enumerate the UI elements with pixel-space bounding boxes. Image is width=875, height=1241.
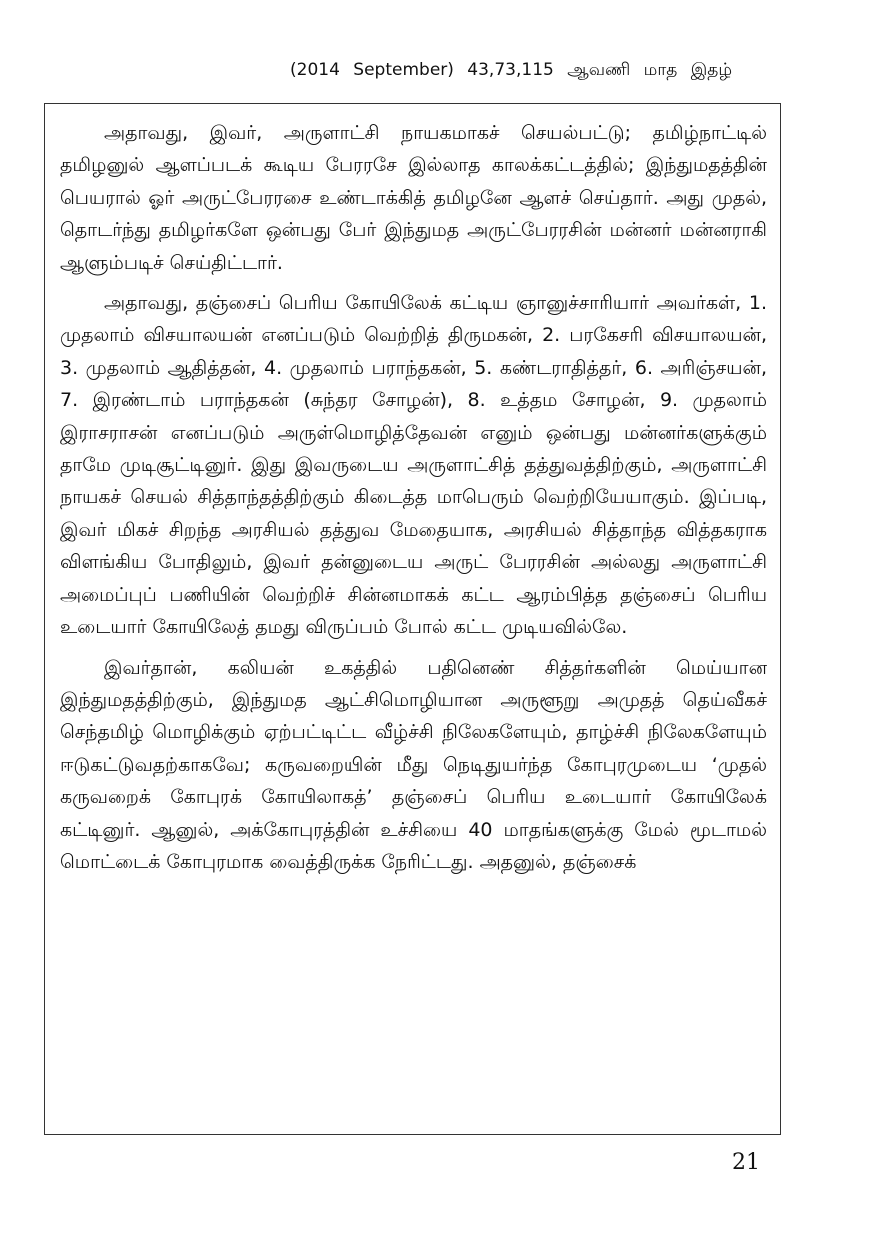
page-number: 21 <box>732 1150 760 1175</box>
body-text <box>60 117 767 886</box>
paragraph-2: அதாவது, தஞ்சைப் பெரிய கோயிலேக் கட்டிய ஞானுச்சாரியார் அவர்கள், 1. முதலாம் விசயாலயன் எனப்படும் வெற்றித் திருமகன், 2. பரகேசரி விசயாலயன், 3. முதலாம் ஆதித்தன், 4. முதலாம் பராந்தகன், 5. கண்டராதித்தர், 6. அரிஞ்சயன், 7. இரண்டாம் பராந்தகன் (சுந்தர சோழன்), 8. உத்தம சோழன், 9. முதலாம் இராசராசன் எனப்படும் அருள்மொழித்தேவன் எனும் ஒன்பது மன்னர்களுக்கும் தாமே முடிசூட்டினுர். இது இவருடைய அருளாட்சித் தத்துவத்திற்கும், அருளாட்சி நாயகச் செயல் சித்தாந்தத்திற்கும் கிடைத்த மாபெரும் வெற்றியேயாகும். இப்படி, இவர் மிகச் சிறந்த அரசியல் தத்துவ மேதையாக, அரசியல் சித்தாந்த வித்தகராக விளங்கிய போதிலும், இவர் தன்னுடைய அருட் பேரரசின் அல்லது அருளாட்சி அமைப்புப் பணியின் வெற்றிச் சின்னமாகக் கட்ட ஆரம்பித்த தஞ்சைப் பெரிய உடையார் கோயிலேத் தமது விருப்பம் போல் கட்ட முடியவில்லே. <box>60 292 767 639</box>
running-header: (2014 September) 43,73,115 ஆவணி மாத இதழ் <box>290 60 733 80</box>
paragraph-3: இவர்தான், கலியன் உகத்தில் பதினெண் சித்தர்களின் மெய்யான இந்துமதத்திற்கும், இந்துமத ஆட்சிமொழியான அருளூறு அமுதத் தெய்வீகச் செந்தமிழ் மொழிக்கும் ஏற்பட்டிட்ட வீழ்ச்சி நிலேகளேயும், தாழ்ச்சி நிலேகளேயும் ஈடுகட்டுவதற்காகவே; கருவறையின் மீது நெடிதுயர்ந்த கோபுரமுடைய ‘முதல் கருவறைக் கோபுரக் கோயிலாகத்’ தஞ்சைப் பெரிய உடையார் கோயிலேக் கட்டினுர். ஆனுல், அக்கோபுரத்தின் உச்சியை 40 மாதங்களுக்கு மேல் மூடாமல் மொட்டைக் கோபுரமாக வைத்திருக்க நேரிட்டது. அதனுல், தஞ்சைக் <box>60 656 767 873</box>
paragraph-1: அதாவது, இவர், அருளாட்சி நாயகமாகச் செயல்பட்டு; தமிழ்நாட்டில் தமிழனுல் ஆளப்படக் கூடிய பேரரசே இல்லாத காலக்கட்டத்தில்; இந்துமதத்தின் பெயரால் ஓர் அருட்பேரரசை உண்டாக்கித் தமிழனே ஆளச் செய்தார். அது முதல், தொடர்ந்து தமிழர்களே ஒன்பது பேர் இந்துமத அருட்பேரரசின் மன்னர் மன்னராகி ஆளும்படிச் செய்திட்டார். <box>60 122 767 274</box>
